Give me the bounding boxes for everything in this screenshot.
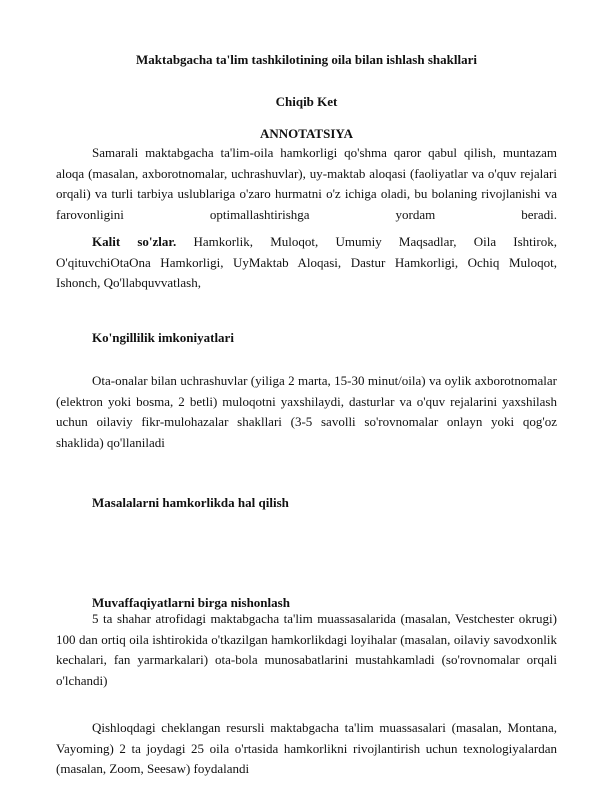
keywords-label: Kalit so'zlar. bbox=[92, 234, 177, 249]
annotation-heading: ANNOTATSIYA bbox=[260, 126, 353, 141]
volunteering-paragraph: Ota-onalar bilan uchrashuvlar (yiliga 2 marta, 15-30 minut/oila) va oylik axborotnomalar (elektron yoki bosma, 2 betli) muloqotni yaxshilaydi, dasturlar va o'quv rejalarini yaxshilash uchun oilaviy fikr-mulohazalar shakllari (3-5 savolli so'rovnomalar onlayn yoki qog'oz shaklida) qo'llaniladi bbox=[56, 373, 557, 450]
document-title: Maktabgacha ta'lim tashkilotining oila bilan ishlash shakllari bbox=[136, 52, 477, 67]
keywords-list: Hamkorlik, Muloqot, Umumiy Maqsadlar, Oila Ishtirok, O'qituvchiOtaOna Hamkorligi, UyMaktab Aloqasi, Dastur Hamkorligi, Ochiq Muloqot, Ishonch, Qo'llabquvvatlash, bbox=[56, 234, 557, 290]
keywords-paragraph bbox=[56, 232, 557, 294]
celebrating-paragraph: 5 ta shahar atrofidagi maktabgacha ta'lim muassasalarida (masalan, Vestchester okrugi) 100 dan ortiq oila ishtirokida o'tkazilgan hamkorlikdagi loyihalar (masalan, oilaviy savodxonlik kechalari, fan yarmarkalari) ota-bola munosabatlarini mustahkamladi (so'rovnomalar orqali o'lchandi) bbox=[56, 611, 557, 688]
keywords-section bbox=[56, 232, 557, 294]
celebrating-section bbox=[56, 609, 557, 691]
rural-paragraph: Qishloqdagi cheklangan resursli maktabgacha ta'lim muassasalari (masalan, Montana, Vayoming) 2 ta joydagi 25 oila o'rtasida hamkorlikni rivojlantirish uchun texnologiyalardan (masalan, Zoom, Seesaw) foydalandi bbox=[56, 720, 557, 776]
author-name: Chiqib Ket bbox=[275, 94, 338, 109]
section-heading-volunteering: Ko'ngillilik imkoniyatlari bbox=[92, 330, 234, 345]
rural-section bbox=[56, 718, 557, 780]
annotation-section bbox=[56, 143, 557, 225]
volunteering-section bbox=[56, 371, 557, 453]
section-heading-celebrating-success: Muvaffaqiyatlarni birga nishonlash bbox=[92, 595, 290, 610]
section-heading-problem-solving: Masalalarni hamkorlikda hal qilish bbox=[92, 495, 289, 510]
annotation-paragraph: Samarali maktabgacha ta'lim-oila hamkorligi qo'shma qaror qabul qilish, muntazam aloqa (masalan, axborotnomalar, uchrashuvlar), uy-maktab aloqasi (faoliyatlar va o'quv rejalari orqali) va turli tarbiya uslublariga o'zaro hurmatni o'z ichiga oladi, bu bolaning rivojlanishi va farovonligini optimallashtirishga yordam beradi. bbox=[56, 145, 557, 222]
